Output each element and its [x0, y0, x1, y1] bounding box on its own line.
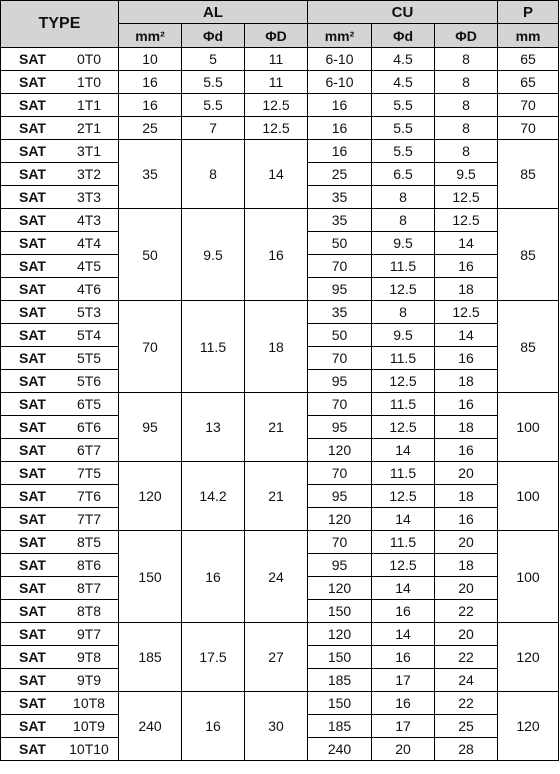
cu-mm2-cell: 70	[308, 393, 372, 416]
header-cu-mm2: mm²	[308, 24, 372, 48]
type-cell	[1, 738, 119, 761]
header-p-mm: mm	[498, 24, 559, 48]
al-phid-cell: 8	[182, 140, 245, 209]
cu-phiD-cell: 22	[435, 692, 498, 715]
p-mm-cell: 65	[498, 71, 559, 94]
type-prefix: SAT	[19, 51, 46, 67]
cu-phiD-cell: 14	[435, 232, 498, 255]
type-cell	[1, 669, 119, 692]
al-mm2-cell: 16	[119, 94, 182, 117]
cu-phiD-cell: 18	[435, 554, 498, 577]
type-cell	[1, 715, 119, 738]
cu-mm2-cell: 70	[308, 347, 372, 370]
cu-phiD-cell: 8	[435, 48, 498, 71]
al-mm2-cell: 50	[119, 209, 182, 301]
type-prefix: SAT	[19, 143, 46, 159]
p-mm-cell: 100	[498, 393, 559, 462]
type-cell	[1, 692, 119, 715]
al-phiD-cell: 12.5	[245, 94, 308, 117]
cu-mm2-cell: 6-10	[308, 48, 372, 71]
cu-phid-cell: 16	[372, 692, 435, 715]
type-prefix: SAT	[19, 396, 46, 412]
type-code: 4T6	[76, 281, 102, 297]
type-prefix: SAT	[19, 304, 46, 320]
cu-phiD-cell: 8	[435, 71, 498, 94]
p-mm-cell: 85	[498, 209, 559, 301]
table-row	[1, 71, 559, 94]
cu-phid-cell: 12.5	[372, 416, 435, 439]
type-code: 9T8	[76, 649, 102, 665]
al-phiD-cell: 27	[245, 623, 308, 692]
cu-phid-cell: 9.5	[372, 324, 435, 347]
type-prefix: SAT	[19, 442, 46, 458]
cu-phiD-cell: 20	[435, 462, 498, 485]
al-phid-cell: 5.5	[182, 71, 245, 94]
header-al: AL	[119, 1, 308, 24]
al-phiD-cell: 11	[245, 48, 308, 71]
cu-mm2-cell: 35	[308, 186, 372, 209]
header-cu: CU	[308, 1, 498, 24]
cu-phiD-cell: 25	[435, 715, 498, 738]
cu-mm2-cell: 95	[308, 370, 372, 393]
cu-phiD-cell: 9.5	[435, 163, 498, 186]
p-mm-cell: 70	[498, 117, 559, 140]
cu-phiD-cell: 18	[435, 370, 498, 393]
type-code: 4T3	[76, 212, 102, 228]
type-cell	[1, 163, 119, 186]
type-prefix: SAT	[19, 603, 46, 619]
p-mm-cell: 100	[498, 462, 559, 531]
type-cell	[1, 94, 119, 117]
cu-phiD-cell: 16	[435, 347, 498, 370]
table-body	[1, 48, 559, 761]
cu-mm2-cell: 16	[308, 117, 372, 140]
type-cell	[1, 439, 119, 462]
cu-mm2-cell: 95	[308, 485, 372, 508]
cu-mm2-cell: 95	[308, 416, 372, 439]
cu-phid-cell: 5.5	[372, 94, 435, 117]
cu-phid-cell: 14	[372, 439, 435, 462]
cu-phid-cell: 14	[372, 577, 435, 600]
al-phiD-cell: 21	[245, 462, 308, 531]
type-prefix: SAT	[19, 488, 46, 504]
cu-phiD-cell: 16	[435, 508, 498, 531]
type-prefix: SAT	[19, 350, 46, 366]
type-code: 7T6	[76, 488, 102, 504]
type-cell	[1, 186, 119, 209]
cu-mm2-cell: 70	[308, 462, 372, 485]
al-mm2-cell: 25	[119, 117, 182, 140]
type-code: 6T7	[76, 442, 102, 458]
cu-mm2-cell: 185	[308, 715, 372, 738]
type-prefix: SAT	[19, 97, 46, 113]
type-cell	[1, 508, 119, 531]
al-phiD-cell: 21	[245, 393, 308, 462]
cu-mm2-cell: 70	[308, 531, 372, 554]
table-row	[1, 94, 559, 117]
al-mm2-cell: 16	[119, 71, 182, 94]
type-cell	[1, 255, 119, 278]
al-mm2-cell: 35	[119, 140, 182, 209]
type-cell	[1, 577, 119, 600]
type-prefix: SAT	[19, 672, 46, 688]
p-mm-cell: 85	[498, 140, 559, 209]
cu-phiD-cell: 12.5	[435, 301, 498, 324]
type-cell	[1, 600, 119, 623]
type-code: 5T3	[76, 304, 102, 320]
type-prefix: SAT	[19, 534, 46, 550]
cu-phid-cell: 11.5	[372, 393, 435, 416]
cu-phid-cell: 4.5	[372, 48, 435, 71]
al-mm2-cell: 150	[119, 531, 182, 623]
al-phid-cell: 9.5	[182, 209, 245, 301]
type-cell	[1, 393, 119, 416]
type-code: 1T0	[76, 74, 102, 90]
cu-phiD-cell: 22	[435, 646, 498, 669]
cu-phid-cell: 17	[372, 715, 435, 738]
cu-phiD-cell: 28	[435, 738, 498, 761]
type-prefix: SAT	[19, 511, 46, 527]
al-mm2-cell: 240	[119, 692, 182, 761]
type-code: 3T2	[76, 166, 102, 182]
cu-phiD-cell: 8	[435, 140, 498, 163]
cu-mm2-cell: 6-10	[308, 71, 372, 94]
type-prefix: SAT	[19, 695, 46, 711]
cu-mm2-cell: 240	[308, 738, 372, 761]
header-p: P	[498, 1, 559, 24]
cu-mm2-cell: 16	[308, 140, 372, 163]
type-prefix: SAT	[19, 741, 46, 757]
header-al-phiD: ΦD	[245, 24, 308, 48]
p-mm-cell: 120	[498, 692, 559, 761]
type-cell	[1, 623, 119, 646]
type-cell	[1, 416, 119, 439]
table-row	[1, 48, 559, 71]
type-cell	[1, 554, 119, 577]
type-cell	[1, 209, 119, 232]
type-code: 5T5	[76, 350, 102, 366]
al-phid-cell: 11.5	[182, 301, 245, 393]
type-cell	[1, 370, 119, 393]
cu-mm2-cell: 25	[308, 163, 372, 186]
type-prefix: SAT	[19, 258, 46, 274]
cu-phiD-cell: 18	[435, 278, 498, 301]
cu-phid-cell: 20	[372, 738, 435, 761]
cu-mm2-cell: 150	[308, 692, 372, 715]
cu-phid-cell: 8	[372, 186, 435, 209]
cu-mm2-cell: 35	[308, 301, 372, 324]
type-cell	[1, 347, 119, 370]
al-phid-cell: 5.5	[182, 94, 245, 117]
type-cell	[1, 531, 119, 554]
al-phiD-cell: 11	[245, 71, 308, 94]
type-prefix: SAT	[19, 166, 46, 182]
header-cu-phiD: ΦD	[435, 24, 498, 48]
cu-mm2-cell: 35	[308, 209, 372, 232]
cu-phid-cell: 12.5	[372, 485, 435, 508]
cu-mm2-cell: 185	[308, 669, 372, 692]
cu-phid-cell: 6.5	[372, 163, 435, 186]
al-phiD-cell: 16	[245, 209, 308, 301]
type-prefix: SAT	[19, 419, 46, 435]
al-mm2-cell: 95	[119, 393, 182, 462]
type-cell	[1, 324, 119, 347]
cu-phiD-cell: 8	[435, 94, 498, 117]
type-code: 0T0	[76, 51, 102, 67]
al-mm2-cell: 120	[119, 462, 182, 531]
p-mm-cell: 85	[498, 301, 559, 393]
cu-phiD-cell: 12.5	[435, 209, 498, 232]
cu-phid-cell: 16	[372, 646, 435, 669]
al-mm2-cell: 70	[119, 301, 182, 393]
type-code: 8T7	[76, 580, 102, 596]
p-mm-cell: 65	[498, 48, 559, 71]
cu-phid-cell: 14	[372, 623, 435, 646]
cu-mm2-cell: 150	[308, 646, 372, 669]
type-cell	[1, 117, 119, 140]
type-cell	[1, 48, 119, 71]
type-code: 5T4	[76, 327, 102, 343]
table-row	[1, 301, 559, 324]
cu-mm2-cell: 120	[308, 577, 372, 600]
cu-phid-cell: 11.5	[372, 531, 435, 554]
cu-phiD-cell: 20	[435, 623, 498, 646]
p-mm-cell: 120	[498, 623, 559, 692]
type-cell	[1, 462, 119, 485]
type-prefix: SAT	[19, 649, 46, 665]
type-prefix: SAT	[19, 557, 46, 573]
type-code: 10T10	[69, 741, 109, 757]
cu-phiD-cell: 8	[435, 117, 498, 140]
cu-phid-cell: 12.5	[372, 554, 435, 577]
type-code: 9T9	[76, 672, 102, 688]
cu-phid-cell: 16	[372, 600, 435, 623]
header-type: TYPE	[1, 1, 119, 48]
type-code: 8T6	[76, 557, 102, 573]
al-phiD-cell: 14	[245, 140, 308, 209]
al-phiD-cell: 24	[245, 531, 308, 623]
type-cell	[1, 646, 119, 669]
cu-phid-cell: 12.5	[372, 370, 435, 393]
al-phid-cell: 14.2	[182, 462, 245, 531]
type-prefix: SAT	[19, 120, 46, 136]
type-code: 1T1	[76, 97, 102, 113]
header-al-phid: Φd	[182, 24, 245, 48]
p-mm-cell: 100	[498, 531, 559, 623]
type-cell	[1, 232, 119, 255]
cu-phid-cell: 4.5	[372, 71, 435, 94]
cu-mm2-cell: 95	[308, 278, 372, 301]
type-cell	[1, 485, 119, 508]
type-prefix: SAT	[19, 235, 46, 251]
cu-phid-cell: 5.5	[372, 117, 435, 140]
al-phiD-cell: 12.5	[245, 117, 308, 140]
cu-mm2-cell: 16	[308, 94, 372, 117]
cu-phiD-cell: 12.5	[435, 186, 498, 209]
p-mm-cell: 70	[498, 94, 559, 117]
type-code: 3T1	[76, 143, 102, 159]
cu-phiD-cell: 14	[435, 324, 498, 347]
cu-mm2-cell: 50	[308, 232, 372, 255]
cu-phiD-cell: 16	[435, 393, 498, 416]
type-code: 6T5	[76, 396, 102, 412]
cu-phid-cell: 12.5	[372, 278, 435, 301]
table-row	[1, 462, 559, 485]
type-prefix: SAT	[19, 373, 46, 389]
type-code: 4T4	[76, 235, 102, 251]
type-code: 8T8	[76, 603, 102, 619]
cu-phiD-cell: 24	[435, 669, 498, 692]
cu-phid-cell: 9.5	[372, 232, 435, 255]
type-code: 9T7	[76, 626, 102, 642]
al-phid-cell: 16	[182, 692, 245, 761]
type-prefix: SAT	[19, 718, 46, 734]
cu-phid-cell: 14	[372, 508, 435, 531]
al-phid-cell: 5	[182, 48, 245, 71]
cu-mm2-cell: 150	[308, 600, 372, 623]
header-cu-phid: Φd	[372, 24, 435, 48]
type-prefix: SAT	[19, 74, 46, 90]
al-phid-cell: 17.5	[182, 623, 245, 692]
al-phiD-cell: 30	[245, 692, 308, 761]
type-prefix: SAT	[19, 212, 46, 228]
type-code: 3T3	[76, 189, 102, 205]
cu-mm2-cell: 95	[308, 554, 372, 577]
cu-phid-cell: 8	[372, 209, 435, 232]
cu-phid-cell: 11.5	[372, 347, 435, 370]
type-prefix: SAT	[19, 626, 46, 642]
type-cell	[1, 140, 119, 163]
type-code: 5T6	[76, 373, 102, 389]
al-phid-cell: 13	[182, 393, 245, 462]
type-cell	[1, 278, 119, 301]
cu-phiD-cell: 16	[435, 255, 498, 278]
table-row	[1, 140, 559, 163]
type-prefix: SAT	[19, 189, 46, 205]
cu-phiD-cell: 22	[435, 600, 498, 623]
table-row	[1, 623, 559, 646]
type-code: 7T5	[76, 465, 102, 481]
type-prefix: SAT	[19, 580, 46, 596]
al-phiD-cell: 18	[245, 301, 308, 393]
table-row	[1, 531, 559, 554]
cu-mm2-cell: 120	[308, 508, 372, 531]
cu-phid-cell: 5.5	[372, 140, 435, 163]
type-code: 4T5	[76, 258, 102, 274]
table-row	[1, 393, 559, 416]
type-prefix: SAT	[19, 465, 46, 481]
al-mm2-cell: 185	[119, 623, 182, 692]
type-code: 10T9	[73, 718, 105, 734]
cu-phid-cell: 8	[372, 301, 435, 324]
cu-phiD-cell: 18	[435, 485, 498, 508]
cu-phid-cell: 11.5	[372, 255, 435, 278]
type-prefix: SAT	[19, 327, 46, 343]
type-code: 6T6	[76, 419, 102, 435]
cu-phid-cell: 17	[372, 669, 435, 692]
type-code: 7T7	[76, 511, 102, 527]
type-cell	[1, 301, 119, 324]
table-row	[1, 692, 559, 715]
al-phid-cell: 7	[182, 117, 245, 140]
cu-phiD-cell: 20	[435, 531, 498, 554]
al-mm2-cell: 10	[119, 48, 182, 71]
cu-phid-cell: 11.5	[372, 462, 435, 485]
type-code: 8T5	[76, 534, 102, 550]
header-al-mm2: mm²	[119, 24, 182, 48]
cu-phiD-cell: 16	[435, 439, 498, 462]
cu-mm2-cell: 120	[308, 439, 372, 462]
type-code: 2T1	[76, 120, 102, 136]
cu-mm2-cell: 70	[308, 255, 372, 278]
cu-mm2-cell: 120	[308, 623, 372, 646]
table-row	[1, 209, 559, 232]
cu-mm2-cell: 50	[308, 324, 372, 347]
al-phid-cell: 16	[182, 531, 245, 623]
cu-phiD-cell: 20	[435, 577, 498, 600]
table-row	[1, 117, 559, 140]
type-cell	[1, 71, 119, 94]
type-prefix: SAT	[19, 281, 46, 297]
cu-phiD-cell: 18	[435, 416, 498, 439]
type-code: 10T8	[73, 695, 105, 711]
